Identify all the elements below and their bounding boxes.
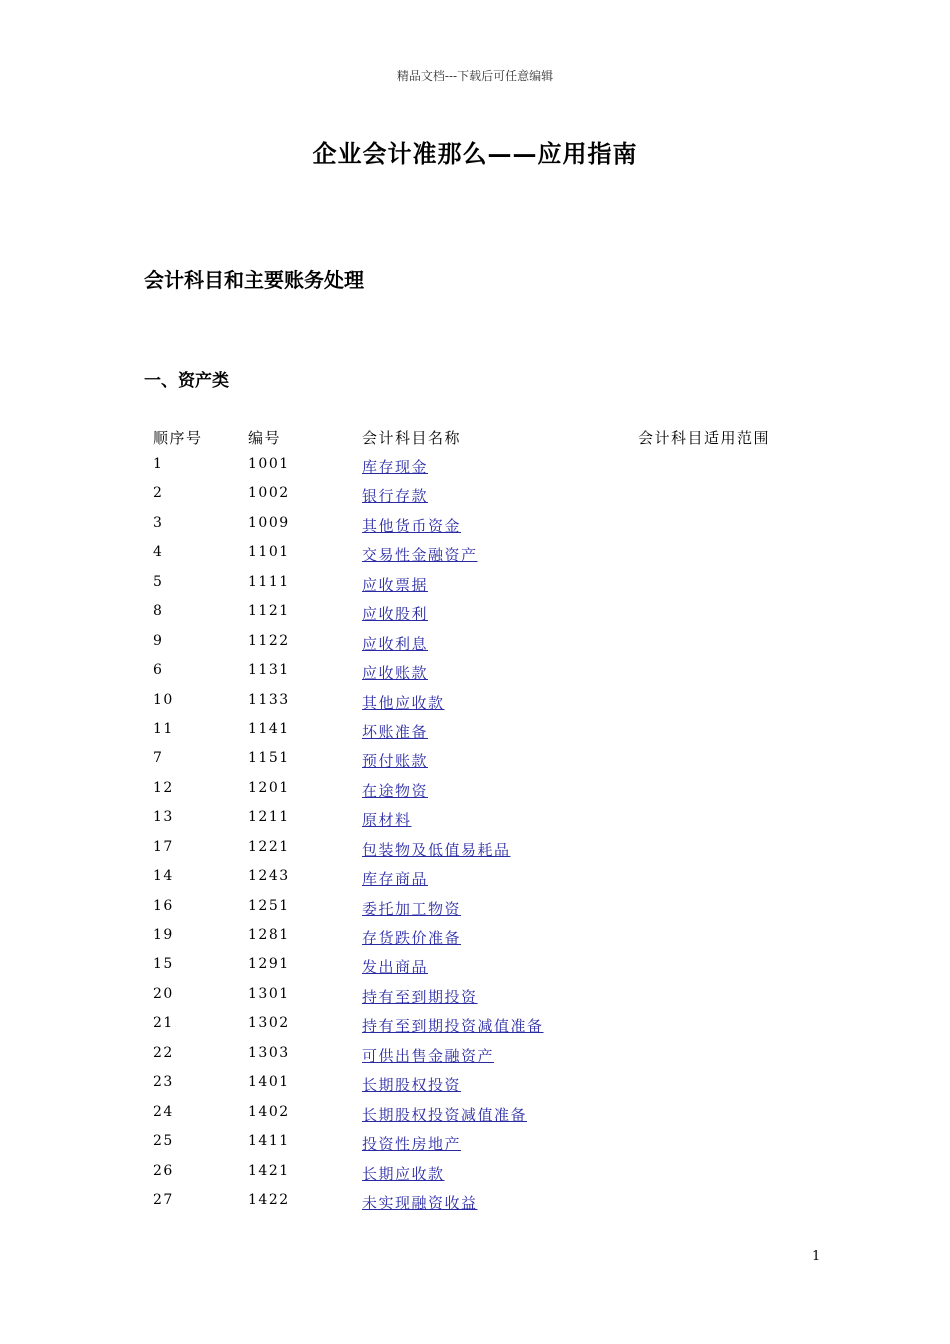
account-name-link[interactable]: 长期股权投资减值准备 <box>362 1105 528 1124</box>
table-row <box>0 1015 950 1044</box>
table-row <box>0 544 950 573</box>
table-row <box>0 1104 950 1133</box>
row-seq: 16 <box>153 897 174 914</box>
row-code: 1002 <box>248 485 290 502</box>
row-code: 1133 <box>248 691 290 708</box>
column-header-name: 会计科目名称 <box>362 429 462 447</box>
row-seq: 19 <box>153 927 174 943</box>
table-row <box>0 898 950 927</box>
account-name-link[interactable]: 长期股权投资 <box>362 1076 462 1095</box>
row-code: 1001 <box>248 456 290 472</box>
row-code: 1411 <box>248 1133 290 1150</box>
account-name-link[interactable]: 坏账准备 <box>362 722 429 741</box>
table-row <box>0 1045 950 1074</box>
table-row <box>0 780 950 809</box>
account-name-link[interactable]: 预付账款 <box>362 752 429 771</box>
account-name-link[interactable]: 投资性房地产 <box>362 1135 462 1154</box>
table-row <box>0 1192 950 1221</box>
row-code: 1243 <box>248 868 290 885</box>
table-row <box>0 456 950 485</box>
column-header-code: 编号 <box>248 429 282 447</box>
row-seq: 23 <box>153 1074 174 1091</box>
account-table-body <box>0 456 950 1221</box>
row-seq: 10 <box>153 691 174 708</box>
section-title: 会计科目和主要账务处理 <box>144 268 364 292</box>
row-code: 1402 <box>248 1103 290 1120</box>
table-row <box>0 956 950 985</box>
row-seq: 11 <box>153 720 174 737</box>
table-row <box>0 927 950 956</box>
table-row <box>0 692 950 721</box>
row-code: 1291 <box>248 956 290 973</box>
row-code: 1122 <box>248 632 290 649</box>
row-code: 1221 <box>248 838 290 855</box>
row-code: 1211 <box>248 809 290 826</box>
row-seq: 24 <box>153 1103 174 1120</box>
row-code: 1121 <box>248 603 290 620</box>
account-name-link[interactable]: 应收票据 <box>362 575 429 594</box>
document-title: 企业会计准那么——应用指南 <box>312 139 638 168</box>
row-seq: 27 <box>153 1191 174 1208</box>
row-code: 1281 <box>248 927 290 943</box>
account-name-link[interactable]: 应收股利 <box>362 605 429 624</box>
account-name-link[interactable]: 持有至到期投资减值准备 <box>362 1017 544 1036</box>
row-code: 1303 <box>248 1044 290 1061</box>
table-row <box>0 750 950 779</box>
account-name-link[interactable]: 未实现融资收益 <box>362 1193 478 1212</box>
account-name-link[interactable]: 持有至到期投资 <box>362 987 478 1006</box>
row-seq: 25 <box>153 1133 174 1150</box>
row-seq: 6 <box>153 662 164 679</box>
row-seq: 17 <box>153 838 174 855</box>
row-seq: 14 <box>153 868 174 885</box>
row-code: 1101 <box>248 544 290 561</box>
row-seq: 3 <box>153 514 164 531</box>
row-seq: 4 <box>153 544 164 561</box>
table-header <box>0 427 950 449</box>
account-name-link[interactable]: 长期应收款 <box>362 1164 445 1183</box>
table-row <box>0 868 950 897</box>
row-seq: 15 <box>153 956 174 973</box>
table-row <box>0 633 950 662</box>
account-name-link[interactable]: 存货跌价准备 <box>362 929 462 947</box>
account-name-link[interactable]: 原材料 <box>362 811 412 830</box>
row-code: 1151 <box>248 750 290 767</box>
row-seq: 2 <box>153 485 164 502</box>
row-seq: 21 <box>153 1015 174 1032</box>
row-seq: 9 <box>153 632 164 649</box>
account-name-link[interactable]: 应收账款 <box>362 664 429 683</box>
row-code: 1301 <box>248 985 290 1002</box>
account-name-link[interactable]: 交易性金融资产 <box>362 546 478 565</box>
table-row <box>0 515 950 544</box>
account-name-link[interactable]: 发出商品 <box>362 958 429 977</box>
table-row <box>0 662 950 691</box>
row-seq: 26 <box>153 1162 174 1179</box>
row-seq: 20 <box>153 985 174 1002</box>
column-header-scope: 会计科目适用范围 <box>638 429 771 447</box>
subsection-title: 一、资产类 <box>144 371 229 391</box>
table-row <box>0 574 950 603</box>
account-name-link[interactable]: 银行存款 <box>362 487 429 506</box>
account-name-link[interactable]: 可供出售金融资产 <box>362 1046 495 1065</box>
table-row <box>0 839 950 868</box>
row-code: 1421 <box>248 1162 290 1179</box>
row-seq: 1 <box>153 456 164 472</box>
table-row <box>0 1163 950 1192</box>
row-code: 1201 <box>248 779 290 796</box>
account-name-link[interactable]: 其他货币资金 <box>362 516 462 535</box>
column-header-seq: 顺序号 <box>153 429 203 447</box>
row-code: 1251 <box>248 897 290 914</box>
table-row <box>0 721 950 750</box>
account-name-link[interactable]: 包装物及低值易耗品 <box>362 840 511 859</box>
table-row <box>0 1133 950 1162</box>
row-code: 1141 <box>248 720 290 737</box>
row-seq: 22 <box>153 1044 174 1061</box>
row-seq: 5 <box>153 573 164 590</box>
account-name-link[interactable]: 应收利息 <box>362 634 429 653</box>
row-seq: 8 <box>153 603 164 620</box>
row-code: 1111 <box>248 573 290 590</box>
table-row <box>0 485 950 514</box>
row-code: 1401 <box>248 1074 290 1091</box>
row-code: 1009 <box>248 514 290 531</box>
account-name-link[interactable]: 其他应收款 <box>362 693 445 712</box>
page-number: 1 <box>812 1249 821 1264</box>
account-name-link[interactable]: 在途物资 <box>362 781 429 800</box>
row-seq: 7 <box>153 750 164 767</box>
account-name-link[interactable]: 库存现金 <box>362 458 429 476</box>
row-code: 1131 <box>248 662 290 679</box>
row-seq: 12 <box>153 779 174 796</box>
account-name-link[interactable]: 库存商品 <box>362 870 429 889</box>
row-code: 1302 <box>248 1015 290 1032</box>
table-row <box>0 986 950 1015</box>
row-seq: 13 <box>153 809 174 826</box>
row-code: 1422 <box>248 1191 290 1208</box>
table-row <box>0 809 950 838</box>
account-name-link[interactable]: 委托加工物资 <box>362 899 462 918</box>
page-header: 精品文档---下载后可任意编辑 <box>396 69 554 83</box>
table-row <box>0 1074 950 1103</box>
table-row <box>0 603 950 632</box>
